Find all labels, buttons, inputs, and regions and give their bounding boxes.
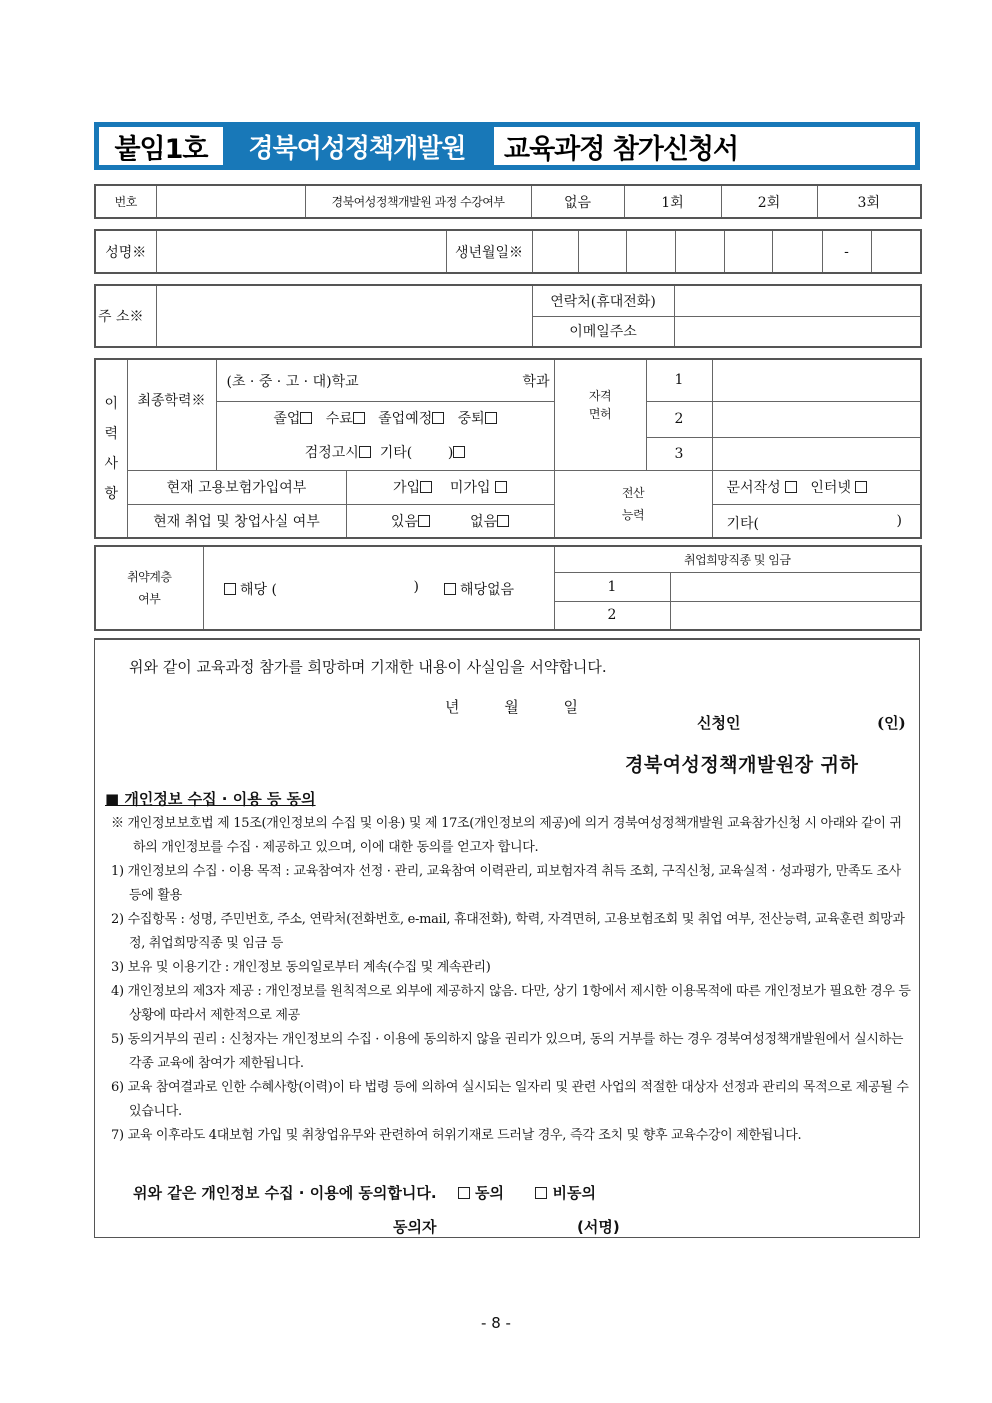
consent-item: 2) 수집항목 : 성명, 주민번호, 주소, 연락처(전화번호, e-mail, 휴대전화), 학력, 자격면허, 고용보험조회 및 취업 여부, 전산능력, 교육훈련 희망과정, 취업희망직종 및 임금 등 (111, 912, 905, 951)
insurance-no-label: 미가입 (449, 480, 495, 496)
insurance-yes-label: 가입 (393, 480, 421, 496)
career-section-label (95, 359, 127, 538)
job-wish-field[interactable] (670, 601, 921, 630)
license-field[interactable] (712, 401, 921, 438)
number-field[interactable] (156, 185, 305, 218)
course-history-label: 경북여성정책개발원 과정 수강여부 (305, 185, 531, 218)
status-other-label: 기타( ) (379, 444, 454, 461)
birth-digit-field[interactable] (675, 230, 724, 273)
email-field[interactable] (674, 316, 921, 347)
birth-digit-field[interactable] (724, 230, 772, 273)
license-label (554, 359, 646, 470)
history-option-none[interactable]: 없음 (531, 185, 624, 218)
career-label-char: 항 (104, 485, 119, 502)
attachment-tag: 붙임1호 (99, 127, 223, 165)
status-expected-label: 졸업예정 (378, 410, 433, 427)
birth-digit-field[interactable] (578, 230, 626, 273)
date-line[interactable]: 년 월 일 (445, 698, 579, 716)
title-banner (94, 122, 920, 170)
license-row-number: 2 (646, 401, 712, 438)
vulnerable-yes-close: ) (413, 579, 419, 595)
history-option-1[interactable]: 1회 (624, 185, 721, 218)
name-field[interactable] (156, 230, 446, 273)
vulnerable-yes-checkbox[interactable] (224, 583, 236, 595)
status-completed-checkbox[interactable] (353, 412, 365, 424)
license-row-number: 3 (646, 438, 712, 470)
status-dropout-checkbox[interactable] (485, 412, 497, 424)
status-ged-label: 검정고시 (304, 444, 359, 461)
license-label-line: 면허 (588, 406, 612, 421)
license-field[interactable] (712, 438, 921, 470)
insurance-options (346, 470, 554, 504)
license-field[interactable] (712, 359, 921, 401)
education-status (216, 401, 554, 470)
employment-yes-label: 있음 (390, 513, 418, 530)
job-row-number: 2 (554, 601, 670, 630)
email-label: 이메일주소 (532, 316, 674, 347)
insurance-label: 현재 고용보험가입여부 (127, 470, 346, 504)
education-label: 최종학력※ (127, 359, 216, 470)
form-title: 교육과정 참가신청서 (494, 127, 915, 165)
vulnerable-label (95, 546, 203, 630)
status-dropout-label: 중퇴 (457, 410, 485, 427)
career-label-char: 력 (104, 425, 119, 442)
license-label-line: 자격 (588, 388, 612, 403)
vulnerable-no-checkbox[interactable] (444, 583, 456, 595)
birth-separator: - (822, 230, 871, 273)
vulnerable-label-line: 여부 (138, 592, 161, 606)
addressee: 경북여성정책개발원장 귀하 (625, 754, 859, 776)
applicant-label: 신청인 (697, 714, 741, 732)
phone-field[interactable] (674, 285, 921, 316)
career-table (94, 358, 922, 539)
consent-item: 4) 개인정보의 제3자 제공 : 개인정보를 원칙적으로 외부에 제공하지 않음. 다만, 상기 1항에서 제시한 이용목적에 따른 개인정보가 필요한 경우 등 상황에 따라서 제한적으로 제공 (111, 984, 911, 1023)
consent-item: 3) 보유 및 이용기간 : 개인정보 동의일로부터 계속(수집 및 계속관리) (111, 960, 491, 975)
address-label: 주 소※ (95, 285, 156, 347)
history-option-2[interactable]: 2회 (721, 185, 817, 218)
page-number: - 8 - (481, 1314, 511, 1332)
consent-intro: ※ 개인정보보호법 제 15조(개인정보의 수집 및 이용) 및 제 17조(개인정보의 제공)에 의거 경북여성정책개발원 교육참가신청 시 아래와 같이 귀하의 개인정보를 수집 · 제공하고 있으며, 이에 대한 동의를 얻고자 합니다. (111, 816, 902, 855)
license-row-number: 1 (646, 359, 712, 401)
employment-yes-checkbox[interactable] (418, 515, 430, 527)
computing-other-field[interactable] (712, 504, 921, 538)
agree-line (133, 1182, 596, 1203)
agree-statement: 위와 같은 개인정보 수집 · 이용에 동의합니다. (133, 1184, 437, 1202)
phone-label: 연락처(휴대전화) (532, 285, 674, 316)
name-birth-table (94, 229, 922, 274)
vulnerable-label-line: 취약계층 (127, 570, 172, 584)
job-row-number: 1 (554, 572, 670, 601)
computing-doc-label: 문서작성 (726, 480, 786, 496)
consent-item: 1) 개인정보의 수집 · 이용 목적 : 교육참여자 선정 · 관리, 교육참여 이력관리, 피보험자격 취득 조회, 구직신청, 교육실적 · 성과평가, 만족도 조사 등에 활용 (111, 864, 901, 903)
employment-no-checkbox[interactable] (497, 515, 509, 527)
job-wish-header: 취업희망직종 및 임금 (554, 546, 921, 572)
history-option-3[interactable]: 3회 (817, 185, 921, 218)
employment-no-label: 없음 (470, 513, 498, 530)
history-table (94, 184, 922, 219)
consent-body (105, 812, 913, 1148)
status-expected-checkbox[interactable] (432, 412, 444, 424)
signer-label: 동의자 (393, 1218, 437, 1236)
pledge-statement: 위와 같이 교육과정 참가를 희망하며 기재한 내용이 사실임을 서약합니다. (129, 658, 607, 676)
status-other-checkbox[interactable] (453, 446, 465, 458)
insurance-no-checkbox[interactable] (495, 481, 507, 493)
consent-title: ■ 개인정보 수집 · 이용 등 동의 (105, 790, 316, 808)
employment-options (346, 504, 554, 538)
computing-doc-checkbox[interactable] (785, 481, 797, 493)
organization-name: 경북여성정책개발원 (248, 133, 466, 164)
computing-label-line: 전산 (621, 485, 645, 500)
address-field[interactable] (156, 285, 532, 347)
birth-digit-field[interactable] (626, 230, 675, 273)
dept-label: 학과 (522, 374, 550, 390)
birth-label: 생년월일※ (446, 230, 532, 273)
computing-internet-checkbox[interactable] (855, 481, 867, 493)
employment-label: 현재 취업 및 창업사실 여부 (127, 504, 346, 538)
vulnerable-yes-label: 해당 ( (239, 582, 277, 598)
computing-other-close: ) (896, 512, 902, 529)
consent-item: 7) 교육 이후라도 4대보험 가입 및 취창업유무와 관련하여 허위기재로 드러날 경우, 즉각 조치 및 향후 교육수강이 제한됩니다. (111, 1128, 802, 1143)
agree-checkbox[interactable] (458, 1187, 470, 1199)
computing-label (554, 470, 712, 538)
computing-other-label: 기타( (726, 515, 760, 532)
school-line: (초 · 중 · 고 · 대)학교 (226, 374, 359, 390)
school-field[interactable] (216, 359, 554, 401)
birth-digit-field[interactable] (772, 230, 822, 273)
status-graduated-checkbox[interactable] (300, 412, 312, 424)
status-ged-checkbox[interactable] (359, 446, 371, 458)
career-label-char: 이 (104, 395, 119, 412)
birth-digit-field[interactable] (871, 230, 921, 273)
number-label: 번호 (95, 185, 156, 218)
consent-item: 5) 동의거부의 권리 : 신청자는 개인정보의 수집 · 이용에 동의하지 않을 권리가 있으며, 동의 거부를 하는 경우 경북여성정책개발원에서 실시하는 각종 교육에 참여가 제한됩니다. (111, 1032, 904, 1071)
vulnerable-options (203, 546, 554, 630)
insurance-yes-checkbox[interactable] (420, 481, 432, 493)
vulnerable-table (94, 545, 922, 631)
name-label: 성명※ (95, 230, 156, 273)
seal-label[interactable]: (인) (877, 714, 906, 732)
agree-label: 동의 (475, 1184, 505, 1202)
computing-internet-label: 인터넷 (810, 480, 856, 496)
status-completed-label: 수료 (325, 410, 353, 427)
status-graduated-label: 졸업 (273, 410, 301, 427)
computing-label-line: 능력 (621, 507, 645, 522)
signature-field[interactable]: (서명) (577, 1218, 620, 1236)
job-wish-field[interactable] (670, 572, 921, 601)
birth-digit-field[interactable] (532, 230, 578, 273)
consent-item: 6) 교육 참여결과로 인한 수혜사항(이력)이 타 법령 등에 의하여 실시되는 일자리 및 관련 사업의 적절한 대상자 선정과 관리의 목적으로 제공될 수 있습니다. (111, 1080, 909, 1119)
career-label-char: 사 (104, 455, 119, 472)
disagree-checkbox[interactable] (535, 1187, 547, 1199)
address-contact-table (94, 284, 922, 348)
disagree-label: 비동의 (552, 1184, 596, 1202)
computing-options (712, 470, 921, 504)
vulnerable-no-label: 해당없음 (459, 582, 515, 598)
pledge-consent-section (94, 638, 920, 1238)
